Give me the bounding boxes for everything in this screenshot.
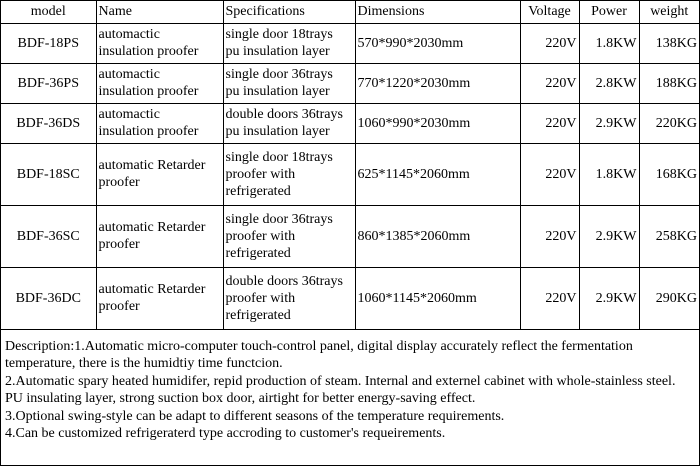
dimensions-cell: 860*1385*2060mm: [355, 205, 520, 267]
model-cell: BDF-18SC: [1, 143, 96, 205]
name-cell: [96, 23, 223, 63]
description-paragraph: 2.Automatic spary heated humidifer, repid production of steam. Internal and externel cabinet with whole-stainless steel. PU insulating layer, strong suction box door, airtight for better energy-saving effect.: [5, 373, 676, 407]
model-cell: BDF-36DC: [1, 267, 96, 329]
model-cell: BDF-36DS: [1, 103, 96, 143]
weight-cell: 188KG: [639, 63, 699, 103]
name-cell: [96, 63, 223, 103]
name-line: automatic Retarder: [98, 158, 206, 173]
table-row: [1, 103, 699, 143]
power-cell: 2.8KW: [579, 63, 639, 103]
spec-line: pu insulation layer: [225, 44, 330, 59]
spec-line: single door 18trays: [225, 27, 333, 42]
power-cell: 2.9KW: [579, 205, 639, 267]
spec-line: single door 36trays: [225, 67, 333, 82]
voltage-cell: 220V: [520, 103, 579, 143]
name-line: proofer: [98, 237, 140, 252]
model-cell: BDF-36SC: [1, 205, 96, 267]
spec-line: refrigerated: [225, 245, 291, 261]
spec-line: proofer with: [225, 228, 296, 244]
table-row: [1, 23, 699, 63]
spec-line: single door 18trays: [225, 149, 333, 165]
name-line: insulation proofer: [98, 44, 199, 59]
voltage-cell: 220V: [520, 267, 579, 329]
name-cell: [96, 143, 223, 205]
name-line: automatic Retarder: [98, 282, 206, 297]
header-voltage: Voltage: [520, 1, 579, 23]
table-row: [1, 205, 699, 267]
header-specifications: Specifications: [223, 1, 355, 23]
name-line: insulation proofer: [98, 84, 199, 99]
name-line: automactic: [98, 27, 160, 42]
description-paragraph: Description:1.Automatic micro-computer touch-control panel, digital display accurately reflect the fermentation temperature, there is the humidtiy time functcion.: [5, 338, 633, 372]
header-power: Power: [579, 1, 639, 23]
weight-cell: 290KG: [639, 267, 699, 329]
name-line: insulation proofer: [98, 124, 199, 139]
description-paragraph: 3.Optional swing-style can be adapt to different seasons of the temperature requirements.: [5, 408, 505, 424]
power-cell: 1.8KW: [579, 143, 639, 205]
table-row: [1, 143, 699, 205]
spec-line: pu insulation layer: [225, 84, 330, 99]
description-block: [1, 330, 699, 444]
name-line: automactic: [98, 107, 160, 122]
spec-cell: [223, 143, 355, 205]
power-cell: 1.8KW: [579, 23, 639, 63]
header-name: Name: [96, 1, 223, 23]
name-line: automatic Retarder: [98, 220, 206, 235]
table-row: [1, 63, 699, 103]
spec-cell: [223, 63, 355, 103]
power-cell: 2.9KW: [579, 103, 639, 143]
header-weight: weight: [639, 1, 699, 23]
spec-cell: [223, 205, 355, 267]
spec-line: pu insulation layer: [225, 124, 330, 139]
name-cell: [96, 267, 223, 329]
name-line: automactic: [98, 67, 160, 82]
name-line: proofer: [98, 299, 140, 314]
voltage-cell: 220V: [520, 143, 579, 205]
power-cell: 2.9KW: [579, 267, 639, 329]
dimensions-cell: 1060*990*2030mm: [355, 103, 520, 143]
spec-line: proofer with: [225, 290, 296, 306]
voltage-cell: 220V: [520, 23, 579, 63]
description-paragraph: 4.Can be customized refrigeraterd type accroding to customer's requeirements.: [5, 426, 446, 442]
model-cell: BDF-36PS: [1, 63, 96, 103]
name-line: proofer: [98, 175, 140, 190]
weight-cell: 168KG: [639, 143, 699, 205]
spec-line: proofer with: [225, 166, 296, 182]
dimensions-cell: 770*1220*2030mm: [355, 63, 520, 103]
spec-line: refrigerated: [225, 183, 291, 199]
spec-cell: [223, 267, 355, 329]
name-cell: [96, 205, 223, 267]
dimensions-cell: 570*990*2030mm: [355, 23, 520, 63]
spec-line: refrigerated: [225, 307, 291, 323]
dimensions-cell: 625*1145*2060mm: [355, 143, 520, 205]
voltage-cell: 220V: [520, 205, 579, 267]
header-row: [1, 1, 699, 23]
weight-cell: 220KG: [639, 103, 699, 143]
table-row: [1, 267, 699, 329]
weight-cell: 138KG: [639, 23, 699, 63]
spec-line: double doors 36trays: [225, 107, 343, 122]
header-dimensions: Dimensions: [355, 1, 520, 23]
model-cell: BDF-18PS: [1, 23, 96, 63]
voltage-cell: 220V: [520, 63, 579, 103]
spec-cell: [223, 103, 355, 143]
spec-line: single door 36trays: [225, 211, 333, 227]
product-spec-table: [1, 1, 699, 330]
weight-cell: 258KG: [639, 205, 699, 267]
name-cell: [96, 103, 223, 143]
header-model: model: [1, 1, 96, 23]
spec-line: double doors 36trays: [225, 273, 343, 289]
spec-cell: [223, 23, 355, 63]
dimensions-cell: 1060*1145*2060mm: [355, 267, 520, 329]
